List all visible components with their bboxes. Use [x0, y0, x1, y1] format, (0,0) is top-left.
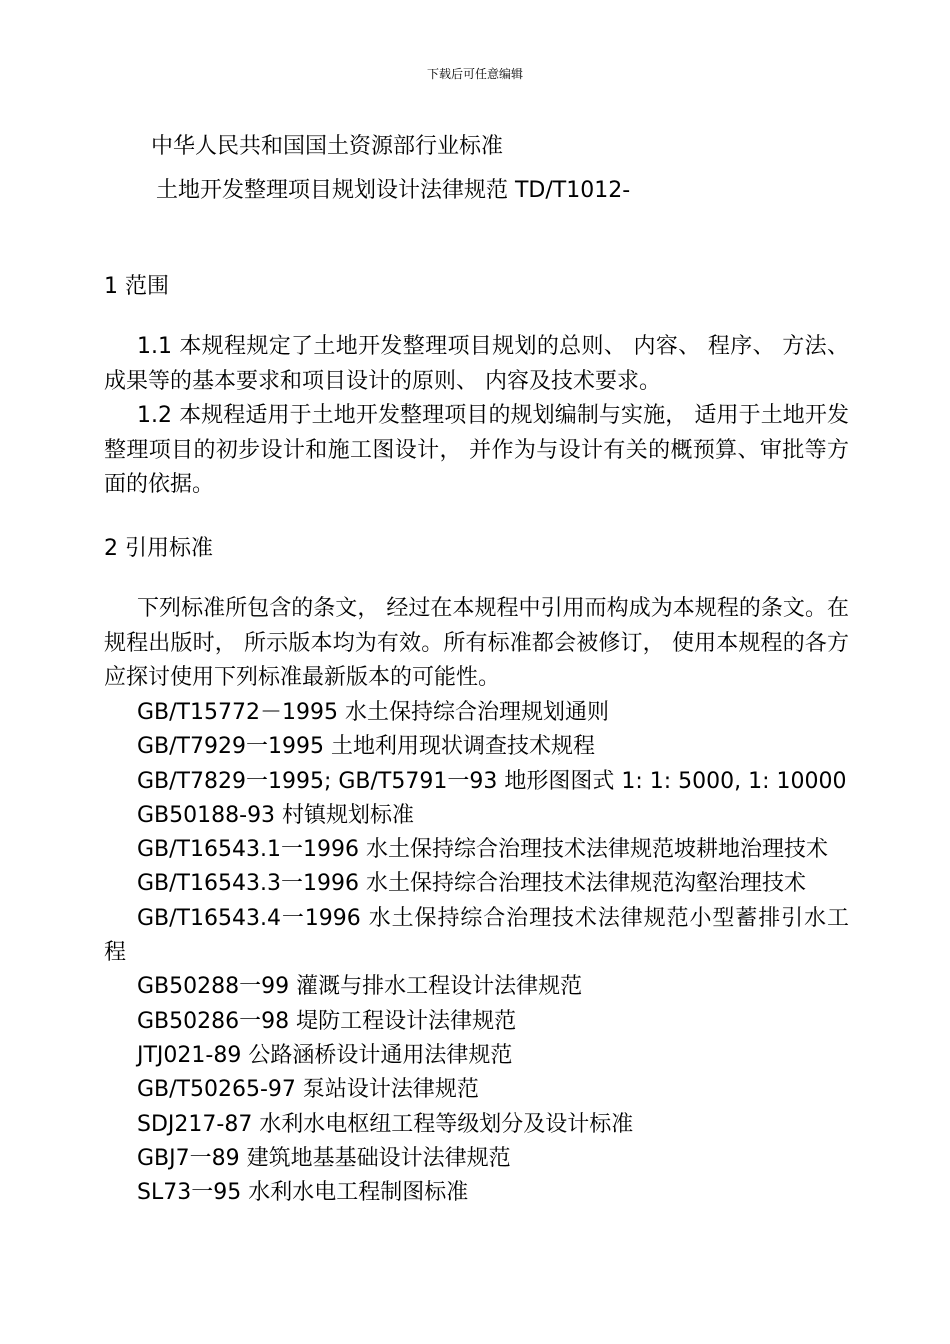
reference-item: GBJ7一89 建筑地基基础设计法律规范 [137, 1145, 511, 1171]
reference-item: GB/T16543.4一1996 水土保持综合治理技术法律规范小型蓄排引水工程 [104, 905, 849, 966]
reference-item: GB/T7829一1995; GB/T5791一93 地形图图式 1: 1: 5000, 1: 10000 [137, 768, 847, 794]
reference-item: SL73一95 水利水电工程制图标准 [137, 1180, 469, 1206]
reference-item: GB50286一98 堤防工程设计法律规范 [137, 1008, 517, 1034]
section-heading-references: 2 引用标准 [104, 536, 213, 561]
references-intro-paragraph: 下列标准所包含的条文， 经过在本规程中引用而构成为本规程的条文。在规程出版时， 所示版本均为有效。所有标准都会被修订， 使用本规程的各方应探讨使用下列标准最新版本的可能性。 [104, 596, 849, 690]
reference-item: GB/T50265-97 泵站设计法律规范 [137, 1077, 479, 1103]
scope-paragraph-2: 1.2 本规程适用于土地开发整理项目的规划编制与实施， 适用于土地开发整理项目的初步设计和施工图设计， 并作为与设计有关的概预算、审批等方面的依据。 [104, 403, 849, 497]
reference-standards-list [104, 696, 849, 1210]
document-title-line-1: 中华人民共和国国土资源部行业标准 [151, 134, 504, 159]
reference-item: GB/T15772－1995 水土保持综合治理规划通则 [137, 700, 609, 725]
page-header-note: 下载后可任意编辑 [426, 67, 523, 81]
reference-item: SDJ217-87 水利水电枢纽工程等级划分及设计标准 [137, 1111, 634, 1137]
scope-paragraph-1: 1.1 本规程规定了土地开发整理项目规划的总则、 内容、 程序、 方法、 成果等的基本要求和项目设计的原则、 内容及技术要求。 [104, 334, 849, 394]
reference-item: GB/T16543.3一1996 水土保持综合治理技术法律规范沟壑治理技术 [137, 871, 806, 897]
reference-item: GB50288一99 灌溉与排水工程设计法律规范 [137, 974, 583, 1000]
reference-item: GB/T7929一1995 土地利用现状调查技术规程 [137, 734, 595, 760]
reference-item: JTJ021-89 公路涵桥设计通用法律规范 [137, 1042, 513, 1068]
document-title-line-2: 土地开发整理项目规划设计法律规范 TD/T1012- [156, 178, 631, 203]
reference-item: GB50188-93 村镇规划标准 [137, 802, 415, 828]
section-heading-scope: 1 范围 [104, 274, 169, 299]
reference-item: GB/T16543.1一1996 水土保持综合治理技术法律规范坡耕地治理技术 [137, 837, 828, 863]
